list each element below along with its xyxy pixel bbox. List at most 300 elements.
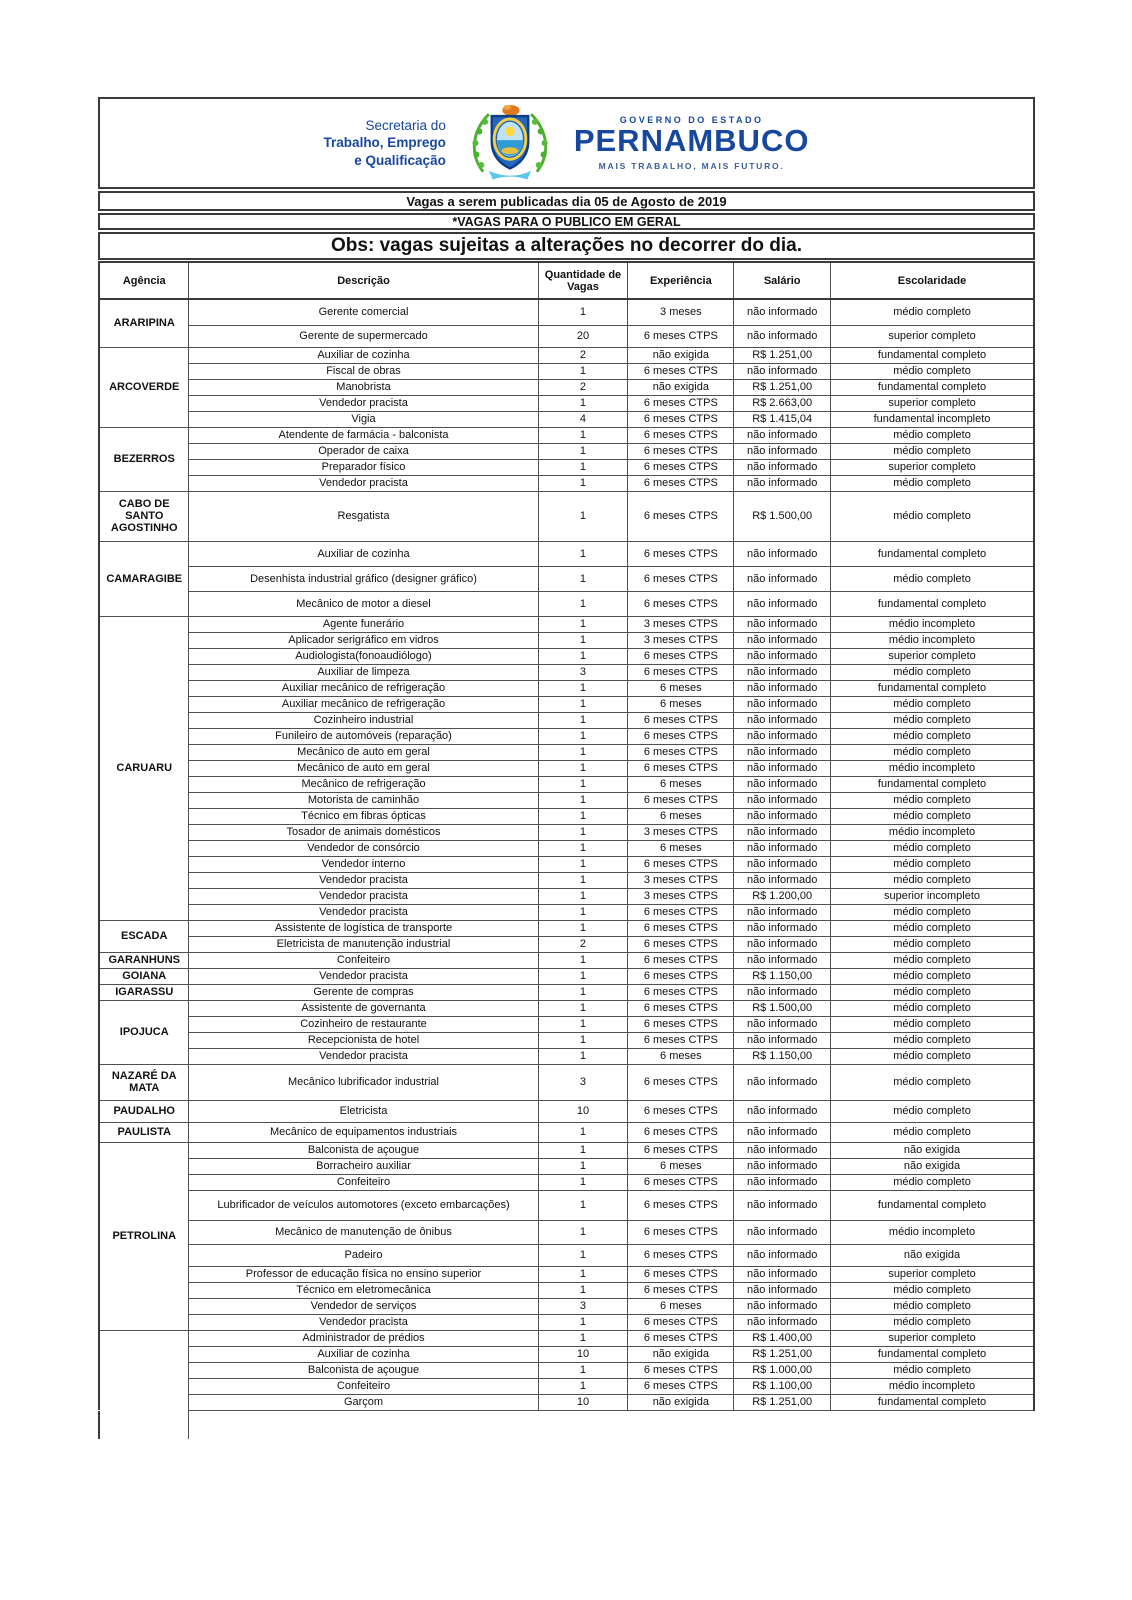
quantity-cell: 1 <box>538 952 628 968</box>
table-row <box>99 840 1034 856</box>
salary-cell: não informado <box>734 1266 831 1282</box>
description-cell: Vendedor pracista <box>189 1314 538 1330</box>
description-cell: Vendedor pracista <box>189 872 538 888</box>
table-row <box>99 904 1034 920</box>
table-row <box>99 1362 1034 1378</box>
experience-cell: 6 meses CTPS <box>628 744 734 760</box>
experience-cell: 6 meses CTPS <box>628 792 734 808</box>
salary-cell: R$ 1.500,00 <box>734 1000 831 1016</box>
salary-cell: não informado <box>734 728 831 744</box>
education-cell: médio completo <box>831 1362 1034 1378</box>
quantity-cell: 1 <box>538 712 628 728</box>
salary-cell: não informado <box>734 872 831 888</box>
salary-cell: não informado <box>734 616 831 632</box>
education-cell: médio completo <box>831 491 1034 541</box>
agency-cell: CARUARU <box>99 616 189 920</box>
description-cell: Mecânico de equipamentos industriais <box>189 1122 538 1142</box>
table-row <box>99 776 1034 792</box>
quantity-cell: 1 <box>538 888 628 904</box>
experience-cell: 6 meses CTPS <box>628 856 734 872</box>
salary-cell: não informado <box>734 475 831 491</box>
secretariat-text <box>324 117 446 170</box>
education-cell: fundamental completo <box>831 379 1034 395</box>
experience-cell: 6 meses CTPS <box>628 363 734 379</box>
agency-cell: BEZERROS <box>99 427 189 491</box>
quantity-cell: 1 <box>538 792 628 808</box>
description-cell: Técnico em fibras ópticas <box>189 808 538 824</box>
experience-cell: 6 meses CTPS <box>628 1142 734 1158</box>
education-cell: médio completo <box>831 1048 1034 1064</box>
education-cell: médio completo <box>831 808 1034 824</box>
education-cell: médio completo <box>831 1298 1034 1314</box>
table-row <box>99 1174 1034 1190</box>
experience-cell: 6 meses CTPS <box>628 728 734 744</box>
quantity-cell: 2 <box>538 347 628 363</box>
salary-cell: não informado <box>734 1298 831 1314</box>
salary-cell: não informado <box>734 680 831 696</box>
description-cell: Auxiliar de cozinha <box>189 541 538 566</box>
experience-cell: 6 meses CTPS <box>628 1244 734 1266</box>
quantity-cell: 1 <box>538 1220 628 1244</box>
education-cell: médio completo <box>831 872 1034 888</box>
table-row <box>99 347 1034 363</box>
education-cell: médio completo <box>831 904 1034 920</box>
salary-cell: R$ 1.150,00 <box>734 1048 831 1064</box>
description-cell: Garçom <box>189 1394 538 1410</box>
education-cell: médio completo <box>831 1314 1034 1330</box>
quantity-cell: 1 <box>538 395 628 411</box>
description-cell: Mecânico de motor a diesel <box>189 591 538 616</box>
quantity-cell: 1 <box>538 1174 628 1190</box>
salary-cell: não informado <box>734 648 831 664</box>
secretariat-line1: Secretaria do <box>365 117 446 133</box>
secretariat-line3: e Qualificação <box>354 152 446 168</box>
table-row <box>99 475 1034 491</box>
education-cell: fundamental incompleto <box>831 411 1034 427</box>
description-cell: Vendedor pracista <box>189 888 538 904</box>
quantity-cell: 1 <box>538 363 628 379</box>
column-header-5: Escolaridade <box>831 262 1034 299</box>
salary-cell: não informado <box>734 664 831 680</box>
description-cell: Tosador de animais domésticos <box>189 824 538 840</box>
description-cell: Resgatista <box>189 491 538 541</box>
education-cell: médio completo <box>831 664 1034 680</box>
salary-cell: não informado <box>734 363 831 379</box>
table-row <box>99 591 1034 616</box>
description-cell: Administrador de prédios <box>189 1330 538 1346</box>
quantity-cell: 1 <box>538 872 628 888</box>
table-row <box>99 395 1034 411</box>
education-cell: médio completo <box>831 363 1034 379</box>
salary-cell: R$ 1.200,00 <box>734 888 831 904</box>
quantity-cell: 1 <box>538 1330 628 1346</box>
salary-cell: R$ 1.150,00 <box>734 968 831 984</box>
education-cell: médio completo <box>831 856 1034 872</box>
education-cell: superior completo <box>831 395 1034 411</box>
education-cell: médio completo <box>831 1016 1034 1032</box>
education-cell: não exigida <box>831 1158 1034 1174</box>
experience-cell: não exigida <box>628 379 734 395</box>
experience-cell: 6 meses CTPS <box>628 648 734 664</box>
table-row <box>99 888 1034 904</box>
table-row <box>99 680 1034 696</box>
experience-cell: não exigida <box>628 347 734 363</box>
experience-cell: 6 meses CTPS <box>628 1122 734 1142</box>
description-cell: Vendedor pracista <box>189 968 538 984</box>
experience-cell: 6 meses <box>628 1048 734 1064</box>
agency-cell: ESCADA <box>99 920 189 952</box>
education-cell: médio completo <box>831 299 1034 325</box>
table-row <box>99 491 1034 541</box>
experience-cell: 3 meses CTPS <box>628 872 734 888</box>
quantity-cell: 1 <box>538 856 628 872</box>
quantity-cell: 1 <box>538 591 628 616</box>
description-cell: Lubrificador de veículos automotores (exceto embarcações) <box>189 1190 538 1220</box>
salary-cell: não informado <box>734 1220 831 1244</box>
salary-cell: não informado <box>734 632 831 648</box>
table-row <box>99 792 1034 808</box>
education-cell: médio completo <box>831 443 1034 459</box>
salary-cell: não informado <box>734 776 831 792</box>
experience-cell: 6 meses CTPS <box>628 1330 734 1346</box>
salary-cell: não informado <box>734 1174 831 1190</box>
salary-cell: não informado <box>734 1122 831 1142</box>
description-cell: Confeiteiro <box>189 952 538 968</box>
experience-cell: 6 meses CTPS <box>628 760 734 776</box>
table-row <box>99 1244 1034 1266</box>
salary-cell: não informado <box>734 427 831 443</box>
education-cell: médio incompleto <box>831 632 1034 648</box>
salary-cell: R$ 1.251,00 <box>734 1394 831 1410</box>
quantity-cell: 1 <box>538 1378 628 1394</box>
experience-cell: 3 meses CTPS <box>628 616 734 632</box>
experience-cell: 6 meses CTPS <box>628 459 734 475</box>
education-cell: médio completo <box>831 1100 1034 1122</box>
table-row <box>99 1298 1034 1314</box>
experience-cell: não exigida <box>628 1394 734 1410</box>
experience-cell: 6 meses CTPS <box>628 566 734 591</box>
salary-cell: R$ 1.251,00 <box>734 1346 831 1362</box>
table-row <box>99 1000 1034 1016</box>
description-cell: Auxiliar de cozinha <box>189 347 538 363</box>
experience-cell: 6 meses CTPS <box>628 1174 734 1190</box>
quantity-cell: 4 <box>538 411 628 427</box>
government-label: GOVERNO DO ESTADO <box>619 115 764 126</box>
salary-cell: não informado <box>734 856 831 872</box>
description-cell: Funileiro de automóveis (reparação) <box>189 728 538 744</box>
quantity-cell: 1 <box>538 1362 628 1378</box>
description-cell: Vendedor pracista <box>189 1048 538 1064</box>
salary-cell: não informado <box>734 808 831 824</box>
experience-cell: 6 meses CTPS <box>628 491 734 541</box>
salary-cell: R$ 1.100,00 <box>734 1378 831 1394</box>
salary-cell: R$ 1.251,00 <box>734 379 831 395</box>
salary-cell: R$ 1.415,04 <box>734 411 831 427</box>
salary-cell: não informado <box>734 936 831 952</box>
education-cell: médio completo <box>831 475 1034 491</box>
quantity-cell: 1 <box>538 840 628 856</box>
salary-cell: não informado <box>734 325 831 347</box>
education-cell: fundamental completo <box>831 347 1034 363</box>
experience-cell: 6 meses CTPS <box>628 541 734 566</box>
agency-cell: GARANHUNS <box>99 952 189 968</box>
experience-cell: 6 meses <box>628 840 734 856</box>
description-cell: Gerente comercial <box>189 299 538 325</box>
experience-cell: 3 meses CTPS <box>628 888 734 904</box>
salary-cell: não informado <box>734 760 831 776</box>
agency-cell <box>99 1330 189 1410</box>
pernambuco-coat-of-arms-icon <box>462 102 558 184</box>
table-row <box>99 1378 1034 1394</box>
secretariat-line2: Trabalho, Emprego <box>323 135 446 151</box>
description-cell: Vendedor de serviços <box>189 1298 538 1314</box>
table-row <box>99 1266 1034 1282</box>
table-row <box>99 936 1034 952</box>
education-cell: médio completo <box>831 840 1034 856</box>
experience-cell: 6 meses CTPS <box>628 325 734 347</box>
description-cell: Técnico em eletromecânica <box>189 1282 538 1298</box>
salary-cell: R$ 1.000,00 <box>734 1362 831 1378</box>
education-cell: fundamental completo <box>831 776 1034 792</box>
salary-cell: não informado <box>734 443 831 459</box>
salary-cell: não informado <box>734 566 831 591</box>
quantity-cell: 1 <box>538 760 628 776</box>
description-cell: Cozinheiro de restaurante <box>189 1016 538 1032</box>
experience-cell: 6 meses CTPS <box>628 1032 734 1048</box>
table-row <box>99 1048 1034 1064</box>
salary-cell: não informado <box>734 1016 831 1032</box>
experience-cell: 3 meses CTPS <box>628 824 734 840</box>
quantity-cell: 1 <box>538 427 628 443</box>
salary-cell: não informado <box>734 984 831 1000</box>
table-row <box>99 696 1034 712</box>
salary-cell: não informado <box>734 1190 831 1220</box>
salary-cell: R$ 2.663,00 <box>734 395 831 411</box>
description-cell: Vendedor pracista <box>189 475 538 491</box>
table-row <box>99 566 1034 591</box>
publish-date-title: Vagas a serem publicadas dia 05 de Agosto de 2019 <box>98 191 1035 211</box>
education-cell: não exigida <box>831 1142 1034 1158</box>
column-header-4: Salário <box>734 262 831 299</box>
table-header <box>99 262 1034 299</box>
experience-cell: 6 meses CTPS <box>628 936 734 952</box>
education-cell: médio completo <box>831 1032 1034 1048</box>
table-row <box>99 632 1034 648</box>
experience-cell: 6 meses CTPS <box>628 1000 734 1016</box>
obs-title: Obs: vagas sujeitas a alterações no decorrer do dia. <box>98 232 1035 260</box>
salary-cell: não informado <box>734 1032 831 1048</box>
quantity-cell: 1 <box>538 904 628 920</box>
description-cell: Vendedor pracista <box>189 904 538 920</box>
salary-cell: não informado <box>734 696 831 712</box>
experience-cell: 6 meses CTPS <box>628 920 734 936</box>
agency-cell: IPOJUCA <box>99 1000 189 1064</box>
table-row <box>99 856 1034 872</box>
description-cell: Vendedor pracista <box>189 395 538 411</box>
table-row <box>99 1190 1034 1220</box>
quantity-cell: 1 <box>538 776 628 792</box>
experience-cell: 3 meses <box>628 299 734 325</box>
education-cell: fundamental completo <box>831 1190 1034 1220</box>
description-cell: Recepcionista de hotel <box>189 1032 538 1048</box>
education-cell: médio completo <box>831 427 1034 443</box>
experience-cell: 6 meses CTPS <box>628 1314 734 1330</box>
salary-cell: não informado <box>734 952 831 968</box>
education-cell: fundamental completo <box>831 680 1034 696</box>
education-cell: médio completo <box>831 1064 1034 1100</box>
description-cell: Borracheiro auxiliar <box>189 1158 538 1174</box>
agency-cell: ARCOVERDE <box>99 347 189 427</box>
quantity-cell: 1 <box>538 744 628 760</box>
table-row <box>99 872 1034 888</box>
education-cell: médio completo <box>831 1282 1034 1298</box>
table-row <box>99 541 1034 566</box>
salary-cell: não informado <box>734 541 831 566</box>
description-cell: Motorista de caminhão <box>189 792 538 808</box>
description-cell: Auxiliar mecânico de refrigeração <box>189 680 538 696</box>
table-row <box>99 920 1034 936</box>
experience-cell: 6 meses CTPS <box>628 712 734 728</box>
salary-cell: não informado <box>734 459 831 475</box>
description-cell: Eletricista de manutenção industrial <box>189 936 538 952</box>
description-cell: Preparador físico <box>189 459 538 475</box>
experience-cell: 6 meses CTPS <box>628 664 734 680</box>
quantity-cell: 1 <box>538 1314 628 1330</box>
table-row <box>99 648 1034 664</box>
experience-cell: 6 meses CTPS <box>628 427 734 443</box>
description-cell: Atendente de farmácia - balconista <box>189 427 538 443</box>
quantity-cell: 1 <box>538 299 628 325</box>
salary-cell: não informado <box>734 299 831 325</box>
education-cell: médio completo <box>831 968 1034 984</box>
description-cell: Confeiteiro <box>189 1174 538 1190</box>
salary-cell: não informado <box>734 1244 831 1266</box>
salary-cell: não informado <box>734 824 831 840</box>
table-row <box>99 411 1034 427</box>
agency-cell: IGARASSU <box>99 984 189 1000</box>
experience-cell: 6 meses CTPS <box>628 1190 734 1220</box>
table-row <box>99 744 1034 760</box>
table-row <box>99 363 1034 379</box>
salary-cell: R$ 1.400,00 <box>734 1330 831 1346</box>
description-cell: Mecânico de auto em geral <box>189 744 538 760</box>
table-row <box>99 1282 1034 1298</box>
agency-cell: GOIANA <box>99 968 189 984</box>
quantity-cell: 1 <box>538 475 628 491</box>
salary-cell: não informado <box>734 712 831 728</box>
experience-cell: 6 meses CTPS <box>628 411 734 427</box>
table-row <box>99 1064 1034 1100</box>
quantity-cell: 1 <box>538 808 628 824</box>
education-cell: médio completo <box>831 952 1034 968</box>
column-header-2: Quantidade de Vagas <box>538 262 628 299</box>
education-cell: fundamental completo <box>831 591 1034 616</box>
education-cell: médio completo <box>831 712 1034 728</box>
quantity-cell: 1 <box>538 1142 628 1158</box>
table-row <box>99 1394 1034 1410</box>
table-row <box>99 616 1034 632</box>
salary-cell: não informado <box>734 1158 831 1174</box>
experience-cell: 6 meses CTPS <box>628 1220 734 1244</box>
quantity-cell: 1 <box>538 1048 628 1064</box>
education-cell: fundamental completo <box>831 1394 1034 1410</box>
description-cell: Gerente de compras <box>189 984 538 1000</box>
quantity-cell: 2 <box>538 936 628 952</box>
header-row <box>99 262 1034 299</box>
description-cell: Balconista de açougue <box>189 1142 538 1158</box>
description-cell: Confeiteiro <box>189 1378 538 1394</box>
description-cell: Manobrista <box>189 379 538 395</box>
experience-cell: 6 meses <box>628 696 734 712</box>
continued-agency-cell-stub <box>98 1411 189 1439</box>
quantity-cell: 10 <box>538 1394 628 1410</box>
agency-cell: PETROLINA <box>99 1142 189 1330</box>
table-row <box>99 728 1034 744</box>
education-cell: superior completo <box>831 1266 1034 1282</box>
quantity-cell: 1 <box>538 1190 628 1220</box>
education-cell: médio completo <box>831 744 1034 760</box>
quantity-cell: 1 <box>538 1158 628 1174</box>
description-cell: Cozinheiro industrial <box>189 712 538 728</box>
experience-cell: 6 meses CTPS <box>628 1064 734 1100</box>
description-cell: Agente funerário <box>189 616 538 632</box>
table-row <box>99 1122 1034 1142</box>
salary-cell: não informado <box>734 1314 831 1330</box>
table-row <box>99 1142 1034 1158</box>
table-row <box>99 1016 1034 1032</box>
logo-header <box>98 97 1035 189</box>
salary-cell: não informado <box>734 1100 831 1122</box>
table-row <box>99 1346 1034 1362</box>
quantity-cell: 1 <box>538 632 628 648</box>
education-cell: superior completo <box>831 1330 1034 1346</box>
description-cell: Vendedor interno <box>189 856 538 872</box>
experience-cell: 6 meses CTPS <box>628 952 734 968</box>
education-cell: fundamental completo <box>831 541 1034 566</box>
column-header-3: Experiência <box>628 262 734 299</box>
description-cell: Auxiliar mecânico de refrigeração <box>189 696 538 712</box>
education-cell: médio incompleto <box>831 1378 1034 1394</box>
description-cell: Padeiro <box>189 1244 538 1266</box>
experience-cell: 3 meses CTPS <box>628 632 734 648</box>
experience-cell: 6 meses <box>628 1298 734 1314</box>
quantity-cell: 1 <box>538 648 628 664</box>
description-cell: Professor de educação física no ensino superior <box>189 1266 538 1282</box>
salary-cell: R$ 1.500,00 <box>734 491 831 541</box>
quantity-cell: 1 <box>538 459 628 475</box>
table-row <box>99 459 1034 475</box>
education-cell: superior completo <box>831 459 1034 475</box>
description-cell: Balconista de açougue <box>189 1362 538 1378</box>
table-row <box>99 712 1034 728</box>
experience-cell: 6 meses CTPS <box>628 1378 734 1394</box>
state-slogan: MAIS TRABALHO, MAIS FUTURO. <box>598 160 785 171</box>
quantity-cell: 1 <box>538 920 628 936</box>
experience-cell: 6 meses CTPS <box>628 1282 734 1298</box>
description-cell: Eletricista <box>189 1100 538 1122</box>
salary-cell: não informado <box>734 591 831 616</box>
description-cell: Assistente de logística de transporte <box>189 920 538 936</box>
experience-cell: 6 meses CTPS <box>628 443 734 459</box>
experience-cell: 6 meses CTPS <box>628 1362 734 1378</box>
quantity-cell: 1 <box>538 696 628 712</box>
description-cell: Fiscal de obras <box>189 363 538 379</box>
experience-cell: 6 meses CTPS <box>628 904 734 920</box>
table-row <box>99 824 1034 840</box>
table-row <box>99 443 1034 459</box>
education-cell: não exigida <box>831 1244 1034 1266</box>
table-row <box>99 952 1034 968</box>
